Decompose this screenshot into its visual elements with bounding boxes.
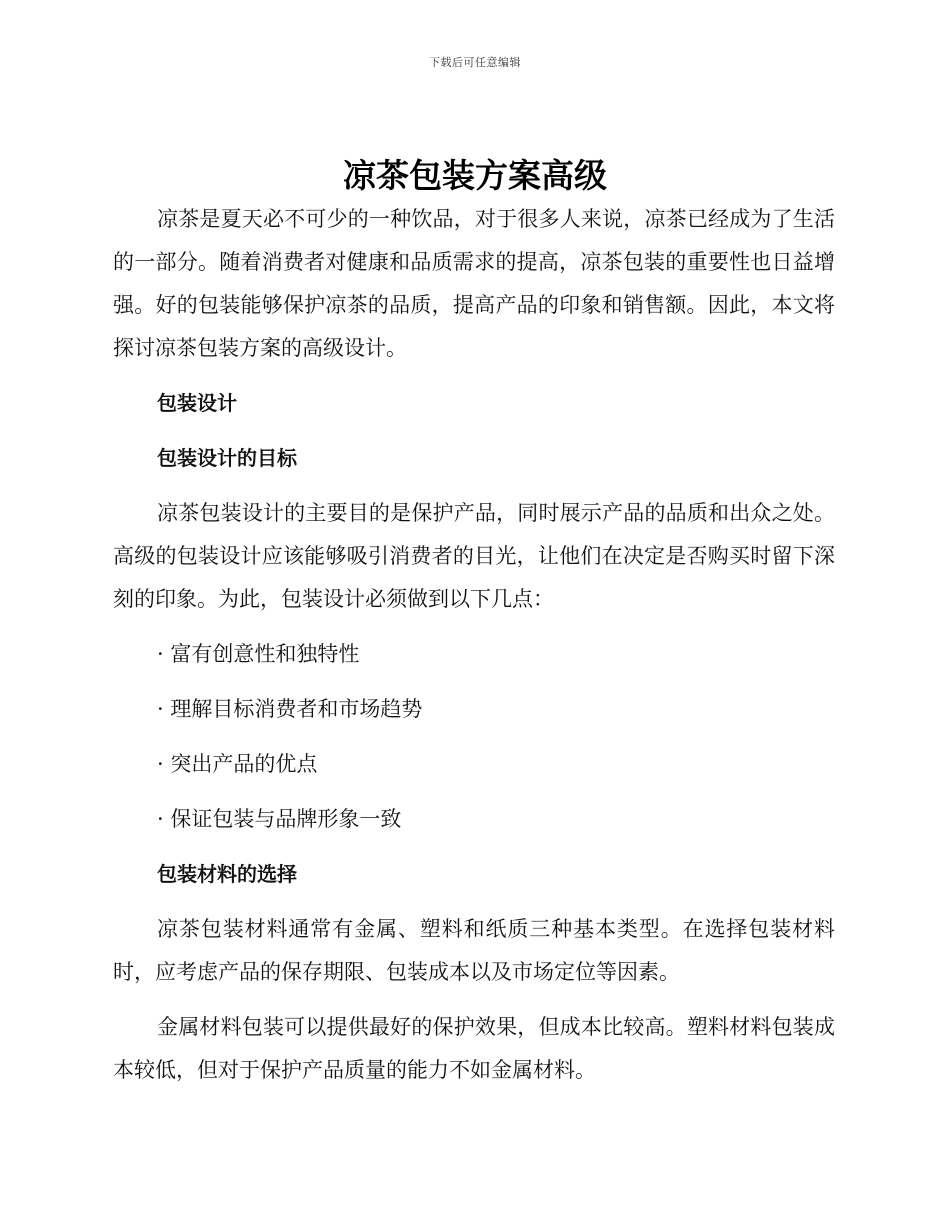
materials-paragraph: 凉茶包装材料通常有金属、塑料和纸质三种基本类型。在选择包装材料时，应考虑产品的保存期限、包装成本以及市场定位等因素。	[113, 917, 835, 984]
metal-plastic-paragraph: 金属材料包装可以提供最好的保护效果，但成本比较高。塑料材料包装成本较低，但对于保护产品质量的能力不如金属材料。	[113, 1015, 835, 1082]
bullet-item: · 富有创意性和独特性	[157, 642, 360, 666]
document-title: 凉茶包装方案高级	[343, 156, 607, 195]
header-note: 下载后可任意编辑	[429, 56, 521, 69]
bullet-item: · 保证包装与品牌形象一致	[157, 807, 402, 831]
bullet-item: · 突出产品的优点	[157, 752, 318, 776]
subheading-design-goals: 包装设计的目标	[157, 446, 297, 470]
document-body	[113, 198, 835, 1104]
section-heading-material-selection: 包装材料的选择	[157, 862, 297, 886]
intro-paragraph: 凉茶是夏天必不可少的一种饮品，对于很多人来说，凉茶已经成为了生活的一部分。随着消费者对健康和品质需求的提高，凉茶包装的重要性也日益增强。好的包装能够保护凉茶的品质，提高产品的印象和销售额。因此，本文将探讨凉茶包装方案的高级设计。	[113, 207, 835, 360]
bullet-item: · 理解目标消费者和市场趋势	[157, 697, 423, 721]
section-heading-packaging-design: 包装设计	[157, 391, 237, 415]
design-goals-paragraph: 凉茶包装设计的主要目的是保护产品，同时展示产品的品质和出众之处。高级的包装设计应该能够吸引消费者的目光，让他们在决定是否购买时留下深刻的印象。为此，包装设计必须做到以下几点：	[113, 501, 835, 611]
